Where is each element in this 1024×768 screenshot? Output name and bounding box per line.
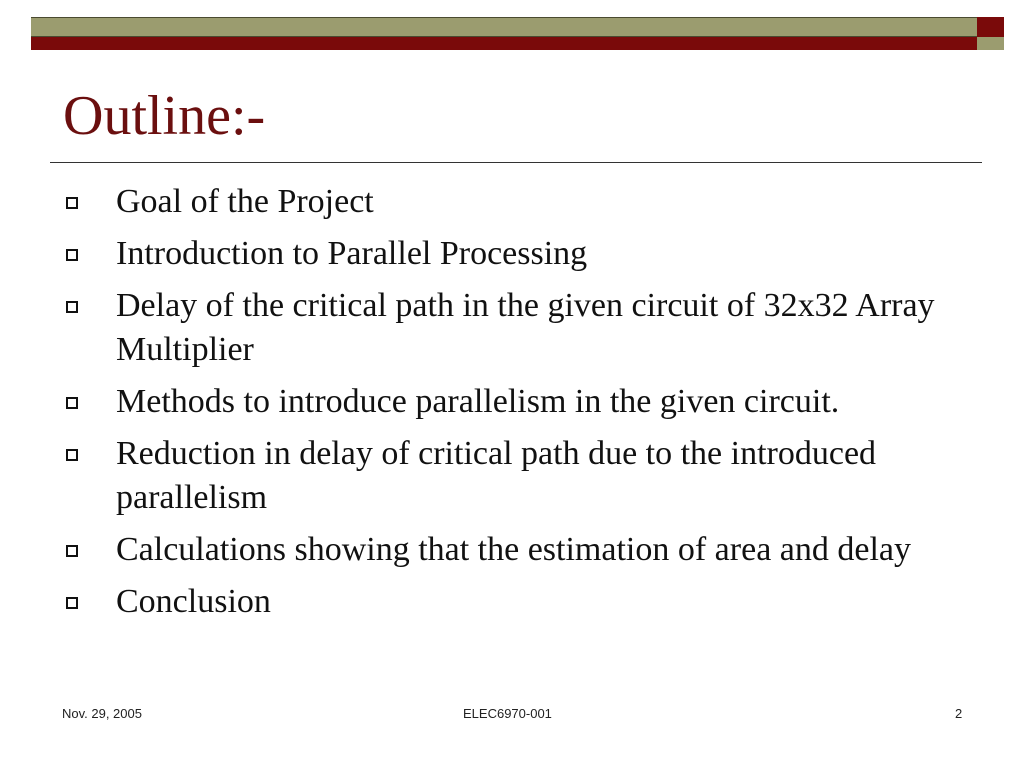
bullet-item (64, 232, 1004, 276)
footer-page-number: 2 (955, 706, 963, 721)
header-band-red (31, 37, 977, 50)
header-corner-red-square (977, 17, 1004, 37)
bullet-text: Goal of the Project (116, 183, 374, 220)
bullet-text: Delay of the critical path in the given circuit of 32x32 Array Multiplier (116, 287, 935, 368)
hollow-square-icon (66, 545, 78, 557)
footer-date: Nov. 29, 2005 (62, 706, 142, 721)
hollow-square-icon (66, 449, 78, 461)
hollow-square-icon (66, 397, 78, 409)
hollow-square-icon (66, 597, 78, 609)
header-corner-olive-square (977, 37, 1004, 50)
bullet-item (64, 432, 1004, 520)
bullet-text: Methods to introduce parallelism in the given circuit. (116, 383, 840, 420)
bullet-item (64, 380, 1004, 424)
slide-title: Outline:- (63, 85, 266, 147)
title-divider (50, 162, 982, 163)
hollow-square-icon (66, 197, 78, 209)
bullet-item (64, 528, 1004, 572)
header-band-olive (31, 17, 977, 37)
bullet-text: Reduction in delay of critical path due to the introduced parallelism (116, 435, 877, 516)
bullet-item (64, 284, 1004, 372)
footer-course-code: ELEC6970-001 (463, 706, 552, 721)
hollow-square-icon (66, 249, 78, 261)
bullet-text: Calculations showing that the estimation of area and delay (116, 531, 911, 568)
bullet-item (64, 580, 1004, 624)
bullet-list (64, 180, 1004, 632)
bullet-text: Introduction to Parallel Processing (116, 235, 588, 272)
hollow-square-icon (66, 301, 78, 313)
bullet-item (64, 180, 1004, 224)
bullet-text: Conclusion (116, 583, 271, 620)
